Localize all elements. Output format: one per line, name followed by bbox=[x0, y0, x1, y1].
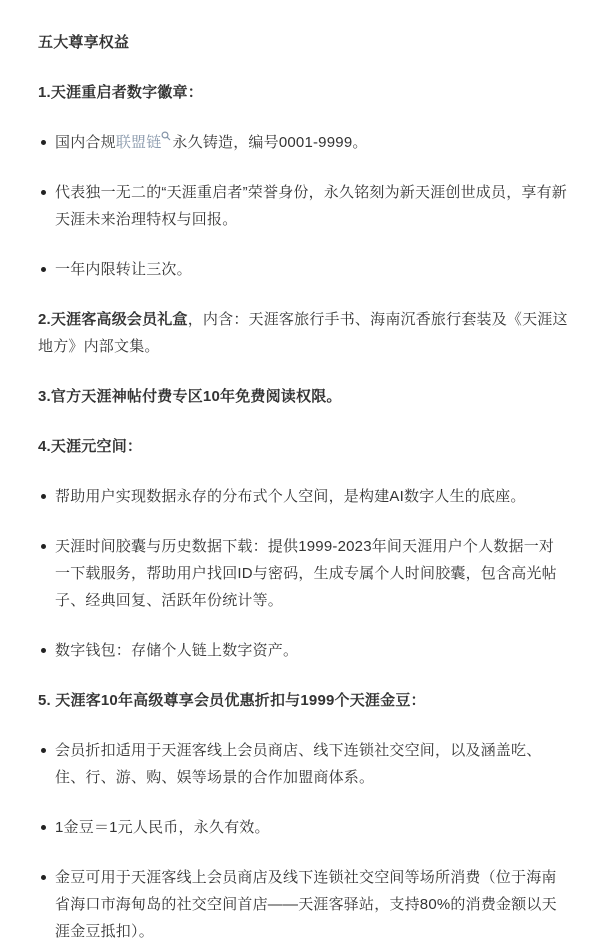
list-item-transfer-limit bbox=[38, 256, 568, 283]
list-item-personal-space bbox=[38, 483, 568, 510]
bullet-text: 金豆可用于天涯客线上会员商店及线下连锁社交空间等场所消费（位于海南省海口市海甸岛的社交空间首店——天涯客驿站，支持80%的消费金额以天涯金豆抵扣）。 bbox=[55, 869, 557, 940]
bullet-text-prefix: 国内合规 bbox=[55, 134, 116, 151]
list-item-time-capsule bbox=[38, 533, 568, 614]
benefit2-text: ，内含：天涯客旅行手书、海南沉香旅行套装及《天涯这地方》内部文集。 bbox=[38, 311, 568, 355]
list-item-member-discount bbox=[38, 737, 568, 791]
bullet-text: 天涯时间胶囊与历史数据下载：提供1999-2023年间天涯用户个人数据一对一下载服务，帮助用户找回ID与密码，生成专属个人时间胶囊，包含高光帖子、经典回复、活跃年份统计等。 bbox=[55, 538, 557, 609]
list-item-gold-bean-usage bbox=[38, 864, 568, 945]
benefit4-list bbox=[38, 483, 568, 664]
benefit4-heading: 4.天涯元空间： bbox=[38, 438, 143, 455]
benefit2-heading: 2.天涯客高级会员礼盒 bbox=[38, 311, 188, 328]
benefit1-list bbox=[38, 129, 568, 283]
bullet-text-suffix: 永久铸造，编号0001-9999。 bbox=[172, 134, 368, 151]
bullet-text: 一年内限转让三次。 bbox=[55, 261, 192, 278]
list-item-honor-identity bbox=[38, 179, 568, 233]
benefit3-heading: 3.官方天涯神帖付费专区10年免费阅读权限。 bbox=[38, 388, 342, 405]
list-item-mint-chain bbox=[38, 129, 568, 156]
bullet-text: 代表独一无二的“天涯重启者”荣誉身份，永久铭刻为新天涯创世成员，享有新天涯未来治理特权与回报。 bbox=[55, 184, 567, 228]
list-item-digital-wallet bbox=[38, 637, 568, 664]
bullet-text: 1金豆＝1元人民币，永久有效。 bbox=[55, 819, 270, 836]
article-title: 五大尊享权益 bbox=[38, 34, 130, 51]
benefit2-paragraph bbox=[38, 306, 568, 360]
benefit5-heading: 5. 天涯客10年高级尊享会员优惠折扣与1999个天涯金豆： bbox=[38, 692, 426, 709]
entity-link-alliance-chain[interactable]: 联盟链 bbox=[115, 134, 162, 151]
bullet-text: 帮助用户实现数据永存的分布式个人空间，是构建AI数字人生的底座。 bbox=[55, 488, 526, 505]
bullet-text: 数字钱包：存储个人链上数字资产。 bbox=[55, 642, 299, 659]
list-item-gold-bean-value bbox=[38, 814, 568, 841]
benefit1-heading: 1.天涯重启者数字徽章： bbox=[38, 84, 203, 101]
search-icon[interactable] bbox=[161, 131, 171, 141]
bullet-text: 会员折扣适用于天涯客线上会员商店、线下连锁社交空间，以及涵盖吃、住、行、游、购、娱等场景的合作加盟商体系。 bbox=[55, 742, 542, 786]
benefit5-list bbox=[38, 737, 568, 945]
